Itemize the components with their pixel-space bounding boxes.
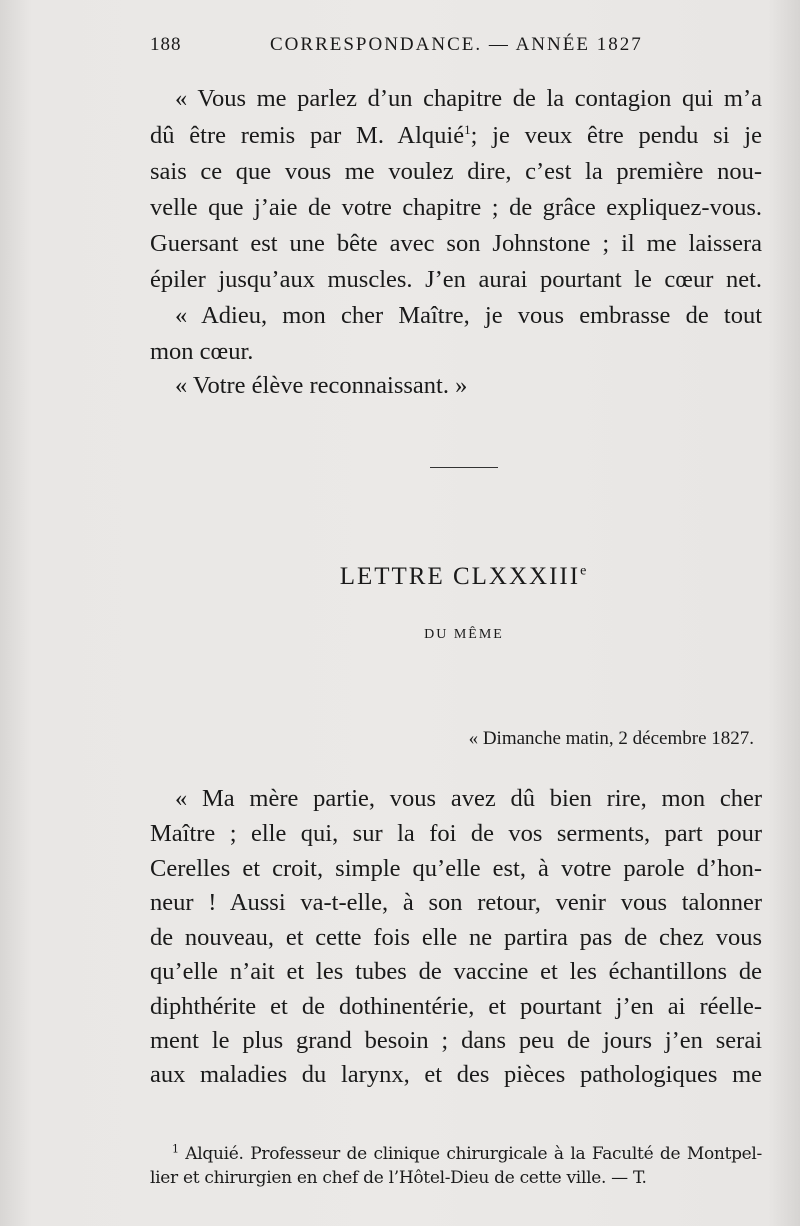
footnote: $^1$ Alquié. Professeur de clinique chirurgicale à la Faculté de Montpel- xyxy=(172,1142,763,1164)
text-line: aux maladies du larynx, et des pièces pathologiques me xyxy=(150,1061,762,1088)
letter-dateline: « Dimanche matin, 2 décembre 1827. xyxy=(468,728,754,749)
running-title: CORRESPONDANCE. — ANNÉE 1827 xyxy=(270,34,643,55)
footnote-reference: 1 xyxy=(464,121,471,137)
running-head xyxy=(150,34,762,62)
text-line: sais ce que vous me voulez dire, c’est la première nou- xyxy=(150,158,762,185)
text-line: épiler jusqu’aux muscles. J’en aurai pourtant le cœur net. xyxy=(150,266,762,293)
section-divider xyxy=(430,467,498,468)
text-line: dû être remis par M. Alquié$^1$; je veux être pendu si je xyxy=(150,121,762,149)
text-line: velle que j’aie de votre chapitre ; de grâce expliquez-vous. xyxy=(150,194,762,221)
text-line: ment le plus grand besoin ; dans peu de jours j’en serai xyxy=(150,1027,762,1054)
signature-line: « Votre élève reconnaissant. » xyxy=(175,372,468,399)
text-line: « Vous me parlez d’un chapitre de la contagion qui m’a xyxy=(175,85,762,112)
text-line: Maître ; elle qui, sur la foi de vos serments, part pour xyxy=(150,820,762,847)
text-line: mon cœur. xyxy=(150,338,254,365)
text-line: qu’elle n’ait et les tubes de vaccine et les échantillons de xyxy=(150,958,762,985)
footnote-continuation: lier et chirurgien en chef de l’Hôtel-Dieu de cette ville. — T. xyxy=(150,1168,647,1188)
text-line: diphthérite et de dothinentérie, et pourtant j’en ai réelle- xyxy=(150,993,762,1020)
text-line: Cerelles et croit, simple qu’elle est, à votre parole d’hon- xyxy=(150,855,762,882)
letter-title: LETTRE CLXXXIIIe xyxy=(339,563,589,590)
text-line: « Adieu, mon cher Maître, je vous embrasse de tout xyxy=(175,302,762,329)
letter-author: DU MÊME xyxy=(424,627,504,642)
page-number: 188 xyxy=(150,34,182,55)
text-line: de nouveau, et cette fois elle ne partira pas de chez vous xyxy=(150,924,762,951)
text-line: Guersant est une bête avec son Johnstone ; il me laissera xyxy=(150,230,762,257)
text-line: « Ma mère partie, vous avez dû bien rire, mon cher xyxy=(175,785,762,812)
text-line: neur ! Aussi va-t-elle, à son retour, venir vous talonner xyxy=(150,889,762,916)
